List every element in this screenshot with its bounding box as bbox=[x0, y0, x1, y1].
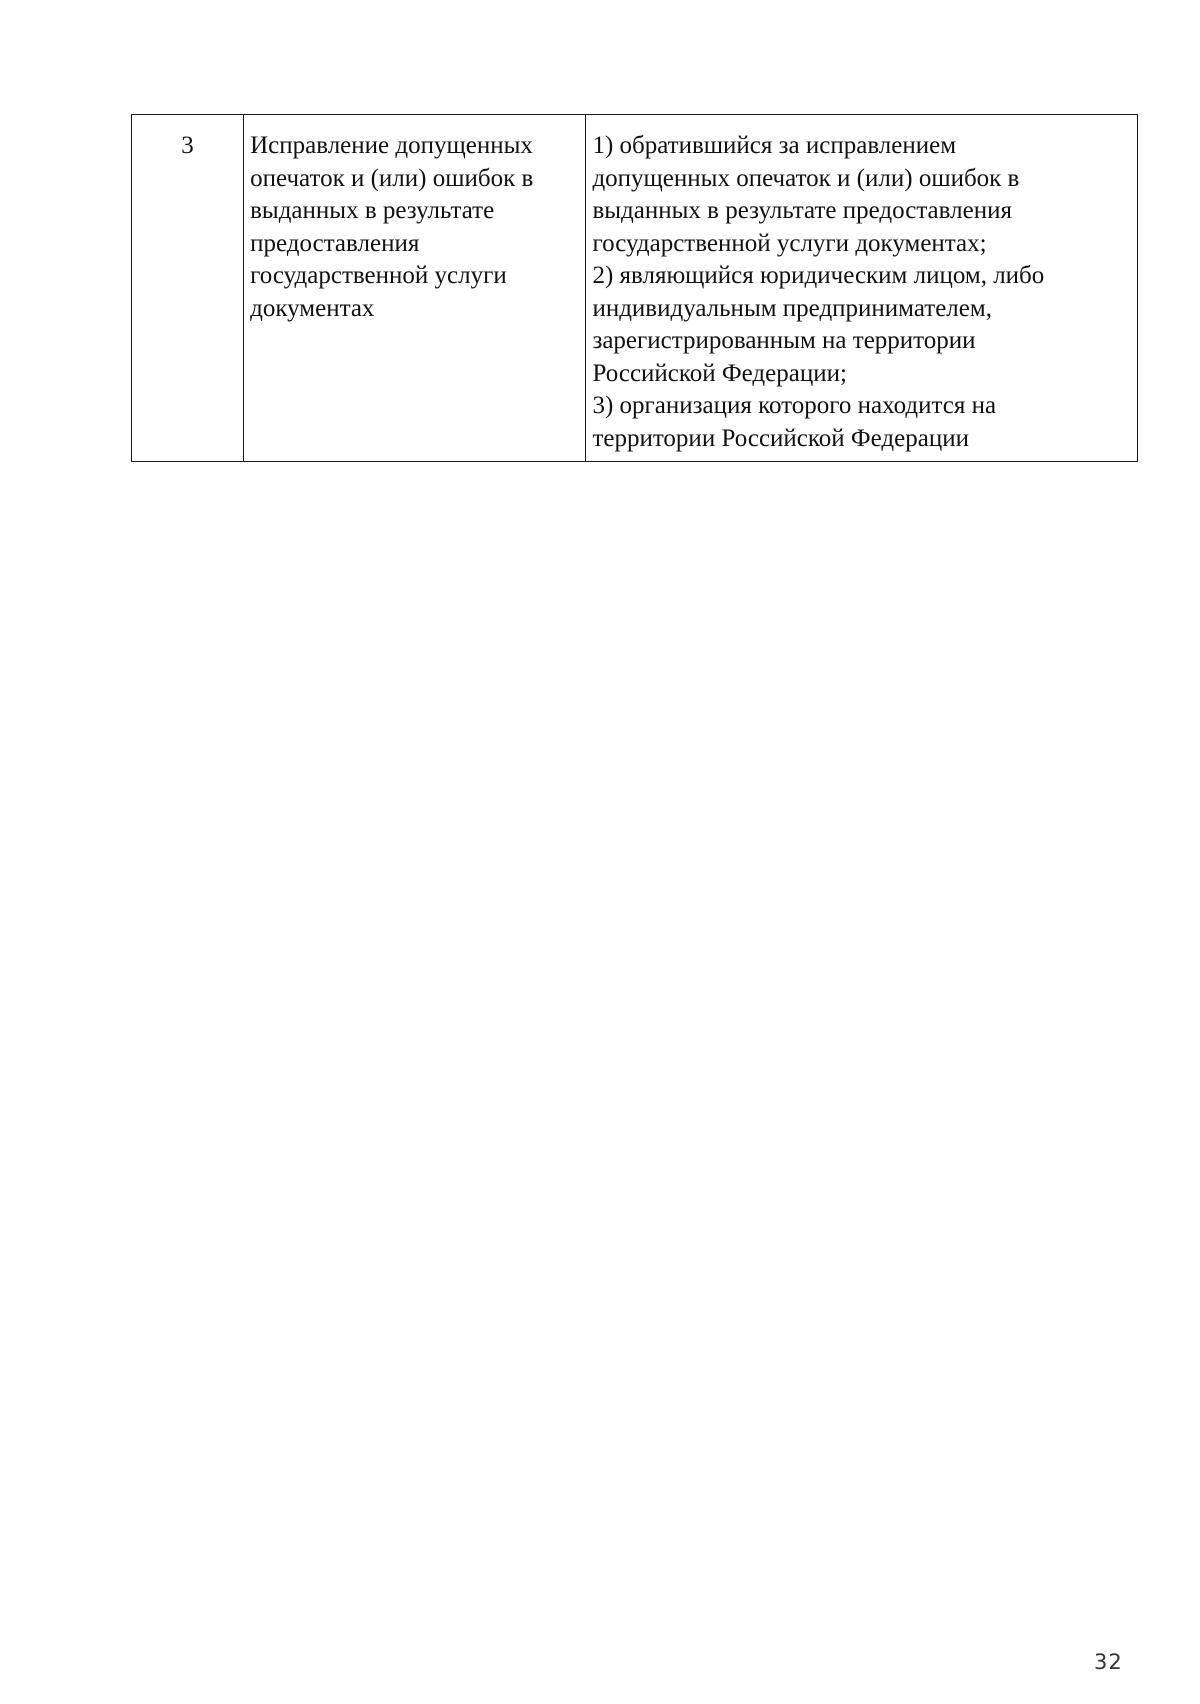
page-number: 32 bbox=[1094, 1650, 1123, 1674]
condition-line: индивидуальным предпринимателем, bbox=[592, 294, 992, 322]
service-name-cell bbox=[244, 115, 586, 462]
service-name-line: документах bbox=[250, 294, 375, 322]
service-name-line: Исправление допущенных bbox=[250, 132, 533, 159]
condition-line: государственной услуги документах; bbox=[592, 229, 987, 257]
condition-line: Российской Федерации; bbox=[592, 359, 847, 387]
condition-line: выданных в результате предоставления bbox=[592, 197, 1012, 224]
applicant-conditions-cell bbox=[586, 115, 1138, 462]
condition-line: зарегистрированным на территории bbox=[592, 327, 976, 354]
service-name-line: выданных в результате bbox=[250, 197, 495, 224]
condition-line: 1) обратившийся за исправлением bbox=[592, 132, 957, 159]
service-name-line: предоставления bbox=[250, 229, 420, 257]
condition-line: 3) организация которого находится на bbox=[592, 392, 997, 419]
table-row bbox=[132, 115, 1138, 462]
condition-line: 2) являющийся юридическим лицом, либо bbox=[592, 262, 1045, 289]
condition-line: допущенных опечаток и (или) ошибок в bbox=[592, 164, 1020, 192]
row-number-cell: 3 bbox=[132, 115, 244, 462]
service-name-line: государственной услуги bbox=[250, 262, 507, 289]
condition-line: территории Российской Федерации bbox=[592, 424, 969, 452]
service-name-line: опечаток и (или) ошибок в bbox=[250, 164, 534, 192]
services-table bbox=[131, 114, 1138, 462]
